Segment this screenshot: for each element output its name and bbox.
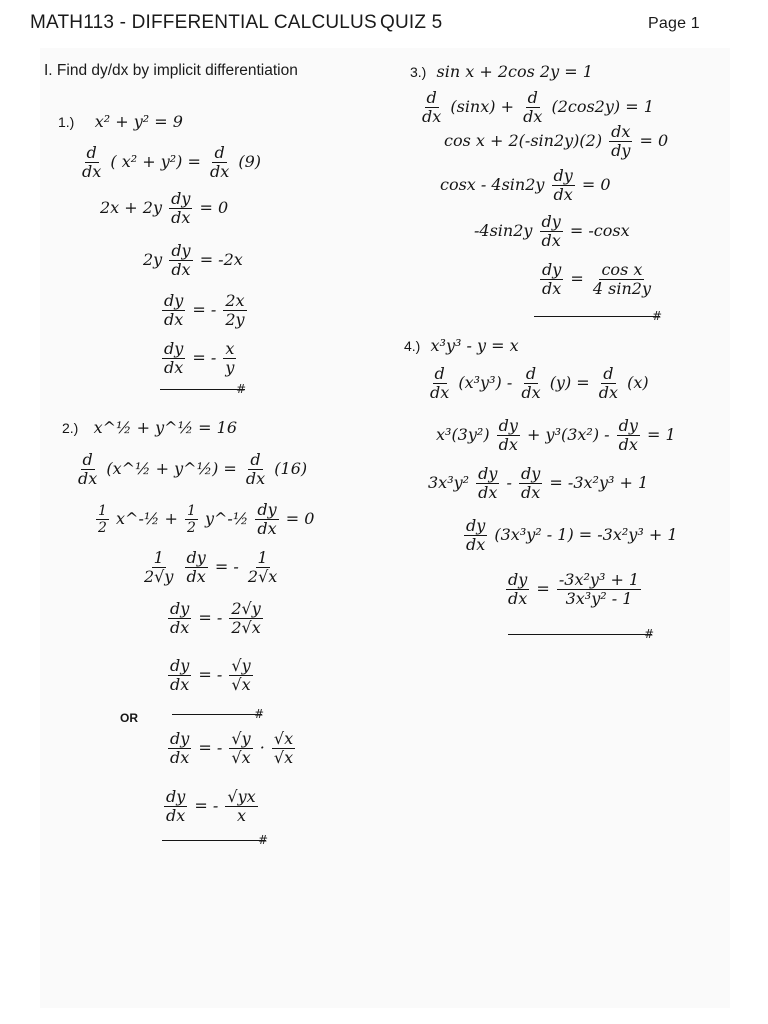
step-expr: (3x³y² - 1) = -3x²y³ + 1 bbox=[494, 525, 678, 544]
step-expr: (x^½ + y^½) = bbox=[106, 459, 237, 478]
rhs-num: 2x bbox=[225, 291, 245, 310]
dx-den: dx bbox=[618, 435, 638, 454]
step-expr: (9) bbox=[238, 152, 262, 171]
dy-num: dy bbox=[171, 241, 191, 260]
problem-4-step-3 bbox=[428, 466, 648, 501]
step-expr: = 0 bbox=[199, 198, 229, 217]
dx-den: dx bbox=[521, 483, 541, 502]
dx-den: dx bbox=[186, 567, 206, 586]
step-expr: + y³(3x²) - bbox=[527, 425, 610, 444]
dx-den: dx bbox=[542, 279, 562, 298]
rhs-num: -3x²y³ + 1 bbox=[558, 570, 640, 589]
problem-4-step-2 bbox=[436, 418, 676, 453]
step-expr: = 1 bbox=[647, 425, 676, 444]
quiz-title: QUIZ 5 bbox=[380, 12, 443, 33]
step-expr: = -cosx bbox=[569, 221, 630, 240]
answer-underline bbox=[160, 389, 245, 390]
dx-num: dx bbox=[611, 122, 631, 141]
d-operator-num: d bbox=[525, 364, 537, 383]
d-operator-num: d bbox=[214, 143, 225, 162]
rhs-den: √x bbox=[273, 748, 294, 767]
dx-den: dx bbox=[257, 519, 277, 538]
d-operator-num: d bbox=[527, 88, 538, 107]
step-expr: -4sin2y bbox=[474, 221, 533, 240]
problem-3-step-3 bbox=[440, 168, 611, 203]
problem-4-statement bbox=[404, 338, 519, 354]
instructions: I. Find dy/dx by implicit differentiation bbox=[44, 62, 298, 79]
dy-num: dy bbox=[478, 464, 498, 483]
problem-1-step-4 bbox=[160, 293, 249, 328]
dx-den: dx bbox=[170, 748, 190, 767]
dy-num: dy bbox=[186, 548, 206, 567]
coef-den: 2 bbox=[98, 520, 107, 536]
rhs-num: √yx bbox=[227, 787, 256, 806]
step-expr: cosx - 4sin2y bbox=[440, 175, 545, 194]
d-operator-den: dx bbox=[521, 383, 541, 402]
dy-den: dy bbox=[611, 141, 631, 160]
step-expr: = - bbox=[194, 796, 219, 815]
problem-4-answer bbox=[504, 572, 643, 607]
step-expr: ( x² + y²) = bbox=[110, 152, 201, 171]
coef-num: 1 bbox=[186, 503, 196, 519]
step-expr: = - bbox=[198, 665, 223, 684]
d-operator-num: d bbox=[426, 88, 437, 107]
given-equation: x² + y² = 9 bbox=[94, 112, 183, 131]
rhs-den: 2√x bbox=[247, 567, 278, 586]
dy-num: dy bbox=[170, 729, 190, 748]
dx-den: dx bbox=[553, 185, 573, 204]
problem-label: 3.) bbox=[410, 64, 427, 80]
problem-3-step-2 bbox=[444, 124, 668, 159]
problem-1-step-3 bbox=[143, 243, 243, 278]
dx-den: dx bbox=[498, 435, 518, 454]
dx-den: dx bbox=[541, 231, 561, 250]
problem-2-alt-answer bbox=[162, 789, 260, 824]
d-operator-num: d bbox=[434, 364, 445, 383]
rhs-num: 2√y bbox=[231, 599, 261, 618]
problem-3-step-1 bbox=[418, 90, 654, 125]
step-expr: = 0 bbox=[285, 509, 315, 528]
step-expr: = - bbox=[198, 608, 223, 627]
rhs-den: 2y bbox=[225, 310, 245, 329]
step-expr: (x) bbox=[627, 373, 649, 392]
dy-num: dy bbox=[508, 570, 528, 589]
d-operator-den: dx bbox=[78, 469, 98, 488]
dy-num: dy bbox=[466, 516, 486, 535]
step-expr: y^-½ bbox=[204, 509, 249, 528]
problem-label: 1.) bbox=[58, 114, 75, 130]
answer-underline bbox=[534, 316, 660, 317]
given-equation: sin x + 2cos 2y = 1 bbox=[436, 62, 593, 81]
d-operator-den: dx bbox=[82, 162, 102, 181]
step-expr: = bbox=[570, 269, 584, 288]
step-expr: = - bbox=[198, 738, 223, 757]
end-mark: # bbox=[254, 707, 265, 721]
step-expr: 3x³y² bbox=[428, 473, 470, 492]
answer-underline bbox=[172, 714, 262, 715]
step-expr: = bbox=[536, 579, 550, 598]
step-expr: = - bbox=[192, 348, 217, 367]
step-expr: x^-½ + bbox=[116, 509, 178, 528]
problem-3-step-4 bbox=[474, 214, 630, 249]
end-mark: # bbox=[652, 309, 663, 323]
end-mark: # bbox=[644, 627, 655, 641]
step-expr: 2x + 2y bbox=[100, 198, 162, 217]
d-operator-num: d bbox=[250, 450, 261, 469]
rhs-num: √y bbox=[231, 656, 251, 675]
rhs-den: 4 sin2y bbox=[592, 279, 651, 298]
dx-den: dx bbox=[166, 806, 186, 825]
dy-num: dy bbox=[541, 212, 561, 231]
rhs-den: √x bbox=[231, 748, 251, 767]
dx-den: dx bbox=[466, 535, 486, 554]
d-operator-den: dx bbox=[245, 469, 266, 488]
dy-num: dy bbox=[542, 260, 562, 279]
given-equation: x^½ + y^½ = 16 bbox=[93, 418, 238, 437]
step-expr: = - bbox=[192, 300, 217, 319]
given-equation: x³y³ - y = x bbox=[430, 336, 519, 355]
problem-2-step-4 bbox=[166, 601, 265, 636]
problem-2-answer bbox=[166, 658, 255, 693]
d-operator-den: dx bbox=[523, 107, 543, 126]
d-operator-den: dx bbox=[422, 107, 442, 126]
problem-2-step-1 bbox=[74, 452, 307, 487]
answer-underline bbox=[508, 634, 652, 635]
problem-label: 2.) bbox=[62, 420, 79, 436]
rhs-num: √y bbox=[231, 729, 251, 748]
problem-1-step-1 bbox=[78, 145, 261, 180]
end-mark: # bbox=[258, 833, 269, 847]
d-operator-den: dx bbox=[598, 383, 619, 402]
rhs-num: √x bbox=[273, 729, 294, 748]
problem-1-statement bbox=[58, 114, 183, 130]
step-expr: (x³y³) - bbox=[458, 373, 513, 392]
course-title: MATH113 - DIFFERENTIAL CALCULUS bbox=[30, 12, 377, 33]
dx-den: dx bbox=[170, 618, 190, 637]
step-expr: (16) bbox=[274, 459, 308, 478]
coef-num: 1 bbox=[98, 503, 107, 519]
step-expr: (sinx) + bbox=[450, 97, 514, 116]
step-expr: - bbox=[506, 473, 512, 492]
problem-2-alt-step bbox=[166, 731, 297, 766]
dy-num: dy bbox=[257, 500, 277, 519]
dx-den: dx bbox=[164, 310, 184, 329]
problem-1-step-2 bbox=[100, 191, 228, 226]
dx-den: dx bbox=[164, 358, 184, 377]
dy-num: dy bbox=[498, 416, 518, 435]
dy-num: dy bbox=[553, 166, 573, 185]
step-expr: = - bbox=[214, 557, 239, 576]
dy-num: dy bbox=[164, 339, 184, 358]
step-expr: = 0 bbox=[581, 175, 611, 194]
answer-underline bbox=[162, 840, 266, 841]
d-operator-den: dx bbox=[209, 162, 230, 181]
problem-1-answer bbox=[160, 341, 238, 376]
page-number: Page 1 bbox=[648, 15, 700, 32]
dy-num: dy bbox=[170, 656, 190, 675]
dx-den: dx bbox=[171, 208, 191, 227]
rhs-den: 2√x bbox=[231, 618, 261, 637]
dy-num: dy bbox=[166, 787, 186, 806]
step-expr: = -3x²y³ + 1 bbox=[549, 473, 649, 492]
dx-den: dx bbox=[170, 675, 190, 694]
dx-den: dx bbox=[478, 483, 498, 502]
rhs-den: x bbox=[236, 806, 247, 825]
coef-num: 1 bbox=[153, 548, 164, 567]
step-expr: = -2x bbox=[199, 250, 243, 269]
d-operator-den: dx bbox=[430, 383, 450, 402]
problem-2-step-3 bbox=[140, 550, 281, 585]
rhs-num: 1 bbox=[257, 548, 268, 567]
dy-num: dy bbox=[164, 291, 184, 310]
multiply-dot: · bbox=[259, 738, 265, 757]
dy-num: dy bbox=[171, 189, 191, 208]
coef-den: 2√y bbox=[144, 567, 174, 586]
step-expr: (2cos2y) = 1 bbox=[551, 97, 654, 116]
problem-3-statement bbox=[410, 64, 593, 80]
rhs-num: x bbox=[225, 339, 235, 358]
step-expr: = 0 bbox=[639, 131, 669, 150]
dy-num: dy bbox=[618, 416, 638, 435]
problem-2-statement bbox=[62, 420, 237, 436]
rhs-den: √x bbox=[231, 675, 251, 694]
dx-den: dx bbox=[508, 589, 528, 608]
step-expr: x³(3y²) bbox=[436, 425, 490, 444]
dy-num: dy bbox=[170, 599, 190, 618]
rhs-den: y bbox=[225, 358, 235, 377]
problem-4-step-4 bbox=[462, 518, 678, 553]
rhs-num: cos x bbox=[601, 260, 643, 279]
or-label: OR bbox=[120, 711, 138, 725]
d-operator-num: d bbox=[603, 364, 614, 383]
dy-num: dy bbox=[521, 464, 541, 483]
step-expr: (y) = bbox=[549, 373, 590, 392]
d-operator-num: d bbox=[82, 450, 93, 469]
coef-den: 2 bbox=[186, 520, 196, 536]
problem-label: 4.) bbox=[404, 338, 421, 354]
step-expr: 2y bbox=[143, 250, 163, 269]
rhs-den: 3x³y² - 1 bbox=[565, 589, 633, 608]
d-operator-num: d bbox=[86, 143, 97, 162]
end-mark: # bbox=[236, 382, 247, 396]
problem-4-step-1 bbox=[426, 366, 649, 401]
problem-2-step-2 bbox=[94, 502, 314, 537]
problem-3-answer bbox=[538, 262, 655, 297]
step-expr: cos x + 2(-sin2y)(2) bbox=[444, 131, 603, 150]
dx-den: dx bbox=[171, 260, 191, 279]
